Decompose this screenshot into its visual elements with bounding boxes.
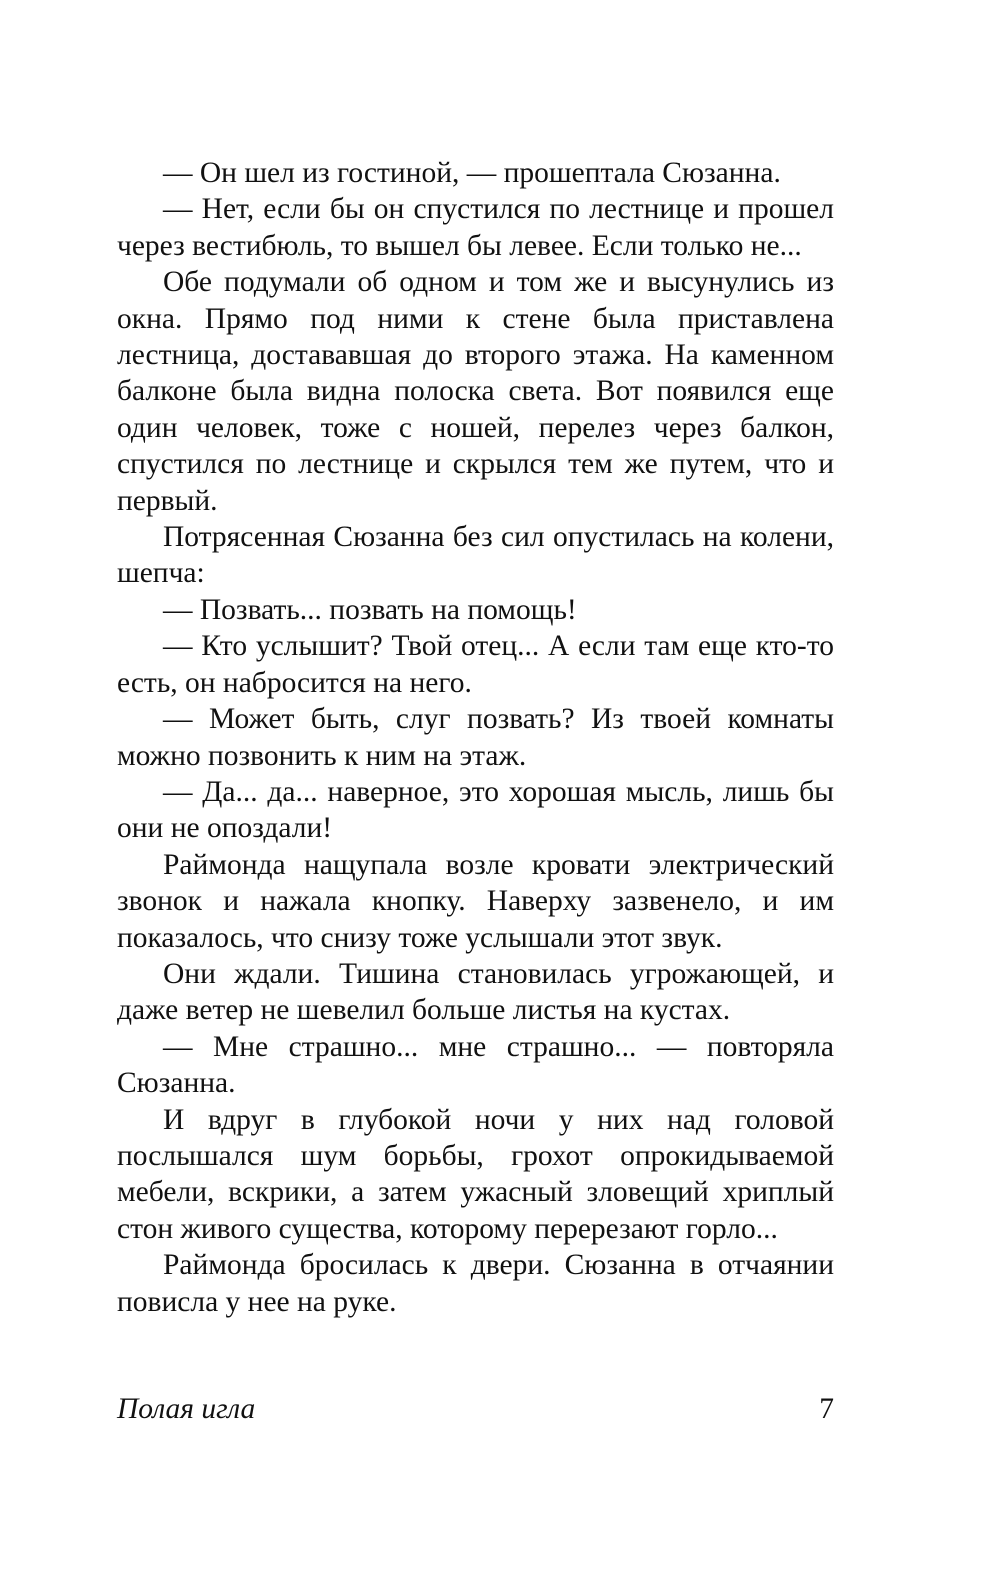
page-body bbox=[117, 155, 834, 1435]
page-number: 7 bbox=[819, 1393, 834, 1425]
paragraph: — Позвать... позвать на помощь! bbox=[163, 593, 577, 626]
paragraph: Обе подумали об одном и том же и высунулись из окна. Прямо под ними к стене была приставлена лестница, достававшая до второго этажа. На каменном балконе была видна полоска света. Вот появился еще один человек, тоже с ношей, перелез через балкон, спустился по лестнице и скрылся тем же путем, что и первый. bbox=[117, 266, 834, 517]
paragraph: И вдруг в глубокой ночи у них над головой послышался шум борьбы, грохот опрокидываемой мебели, вскрики, а затем ужасный зловещий хриплый стон живого существа, которому перерезают горло... bbox=[117, 1103, 834, 1245]
paragraph: Они ждали. Тишина становилась угрожающей, и даже ветер не шевелил больше листья на кустах. bbox=[117, 957, 834, 1027]
paragraph: — Он шел из гостиной, — прошептала Сюзанна. bbox=[163, 157, 781, 189]
text-block bbox=[117, 155, 834, 1320]
paragraph: — Может быть, слуг позвать? Из твоей комнаты можно позвонить к ним на этаж. bbox=[117, 703, 834, 772]
paragraph: Раймонда бросилась к двери. Сюзанна в отчаянии повисла у нее на руке. bbox=[117, 1249, 834, 1318]
page-footer bbox=[117, 1389, 834, 1429]
paragraph: Потрясенная Сюзанна без сил опустилась на колени, шепча: bbox=[117, 521, 834, 590]
paragraph: Раймонда нащупала возле кровати электрический звонок и нажала кнопку. Наверху зазвенело, и им показалось, что снизу тоже услышали этот звук. bbox=[117, 848, 834, 954]
paragraph: — Кто услышит? Твой отец... А если там еще кто-то есть, он набросится на него. bbox=[117, 630, 834, 699]
paragraph: — Да... да... наверное, это хорошая мысль, лишь бы они не опоздали! bbox=[117, 775, 834, 845]
running-title: Полая игла bbox=[117, 1393, 256, 1425]
paragraph: — Мне страшно... мне страшно... — повторяла Сюзанна. bbox=[117, 1030, 834, 1100]
paragraph: — Нет, если бы он спустился по лестнице и прошел через вестибюль, то вышел бы левее. Если только не... bbox=[117, 193, 834, 262]
